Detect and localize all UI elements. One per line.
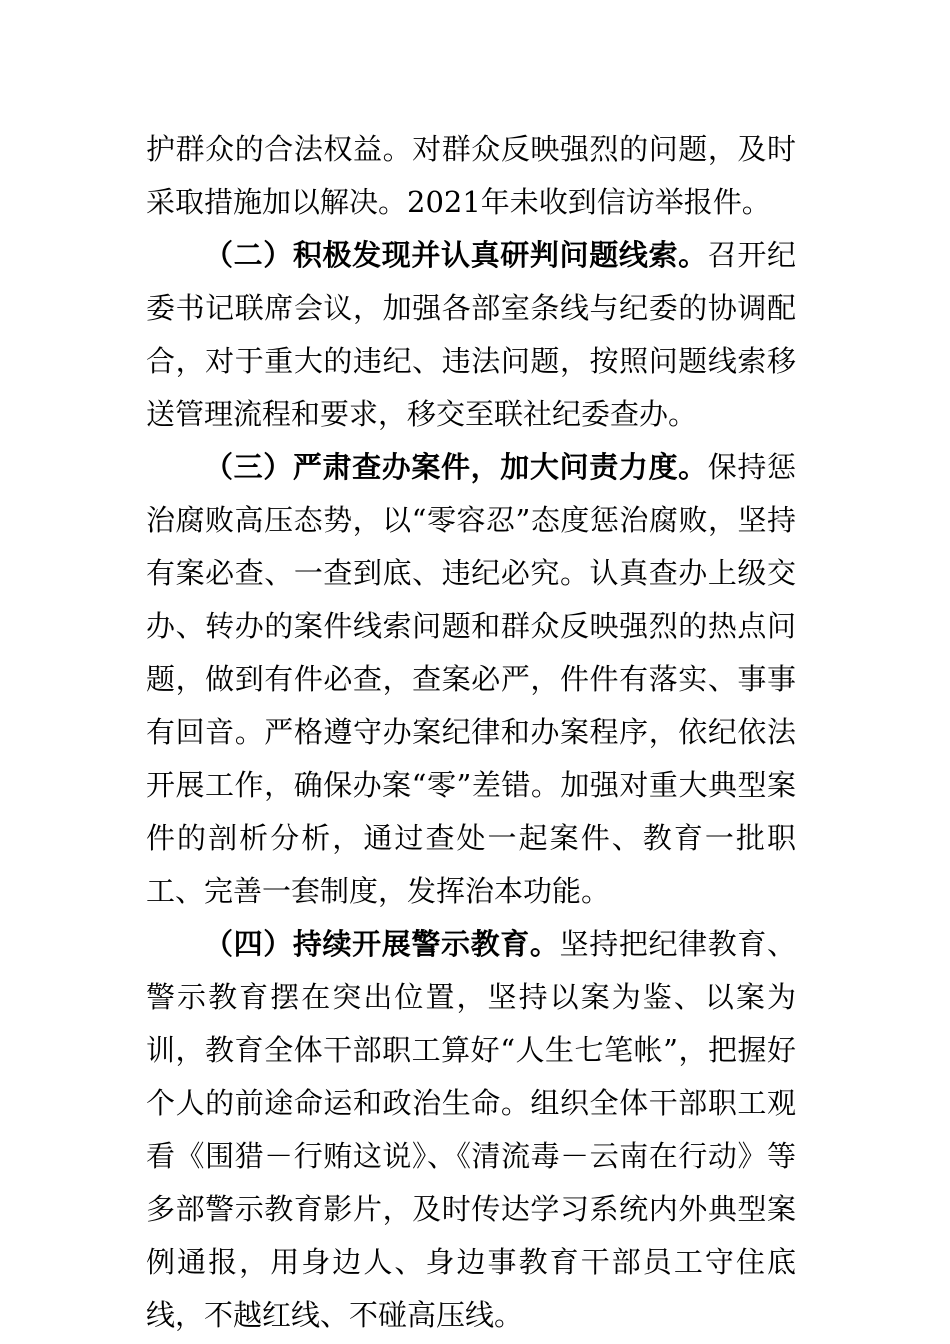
paragraph-text: 召开纪委书记联席会议，加强各部室条线与纪委的协调配合，对于重大的违纪、违法问题，按照问题线索移送管理流程和要求，移交至联社纪委查办。	[146, 238, 796, 431]
section-heading: （二）积极发现并认真研判问题线索。	[204, 238, 708, 272]
paragraph-section-2	[146, 229, 796, 441]
paragraph-text: 护群众的合法权益。对群众反映强烈的问题，及时采取措施加以解决。2021年未收到信访举报件。	[146, 132, 796, 219]
paragraph-section-3	[146, 441, 796, 918]
paragraph-section-4	[146, 918, 796, 1342]
section-heading: （三）严肃查办案件，加大问责力度。	[204, 450, 708, 484]
paragraph-text: 保持惩治腐败高压态势，以“零容忍”态度惩治腐败，坚持有案必查、一查到底、违纪必究。认真查办上级交办、转办的案件线索问题和群众反映强烈的热点问题，做到有件必查，查案必严，件件有落实、事事有回音。严格遵守办案纪律和办案程序，依纪依法开展工作，确保办案“零”差错。加强对重大典型案件的剖析分析，通过查处一起案件、教育一批职工、完善一套制度，发挥治本功能。	[146, 450, 796, 908]
paragraph-text: 坚持把纪律教育、警示教育摆在突出位置，坚持以案为鉴、以案为训，教育全体干部职工算好“人生七笔帐”，把握好个人的前途命运和政治生命。组织全体干部职工观看《围猎－行贿这说》、《清流毒－云南在行动》等多部警示教育影片，及时传达学习系统内外典型案例通报，用身边人、身边事教育干部员工守住底线，不越红线、不碰高压线。	[146, 927, 796, 1332]
section-heading: （四）持续开展警示教育。	[204, 927, 560, 961]
document-body	[146, 123, 796, 1342]
paragraph-continuation	[146, 123, 796, 229]
